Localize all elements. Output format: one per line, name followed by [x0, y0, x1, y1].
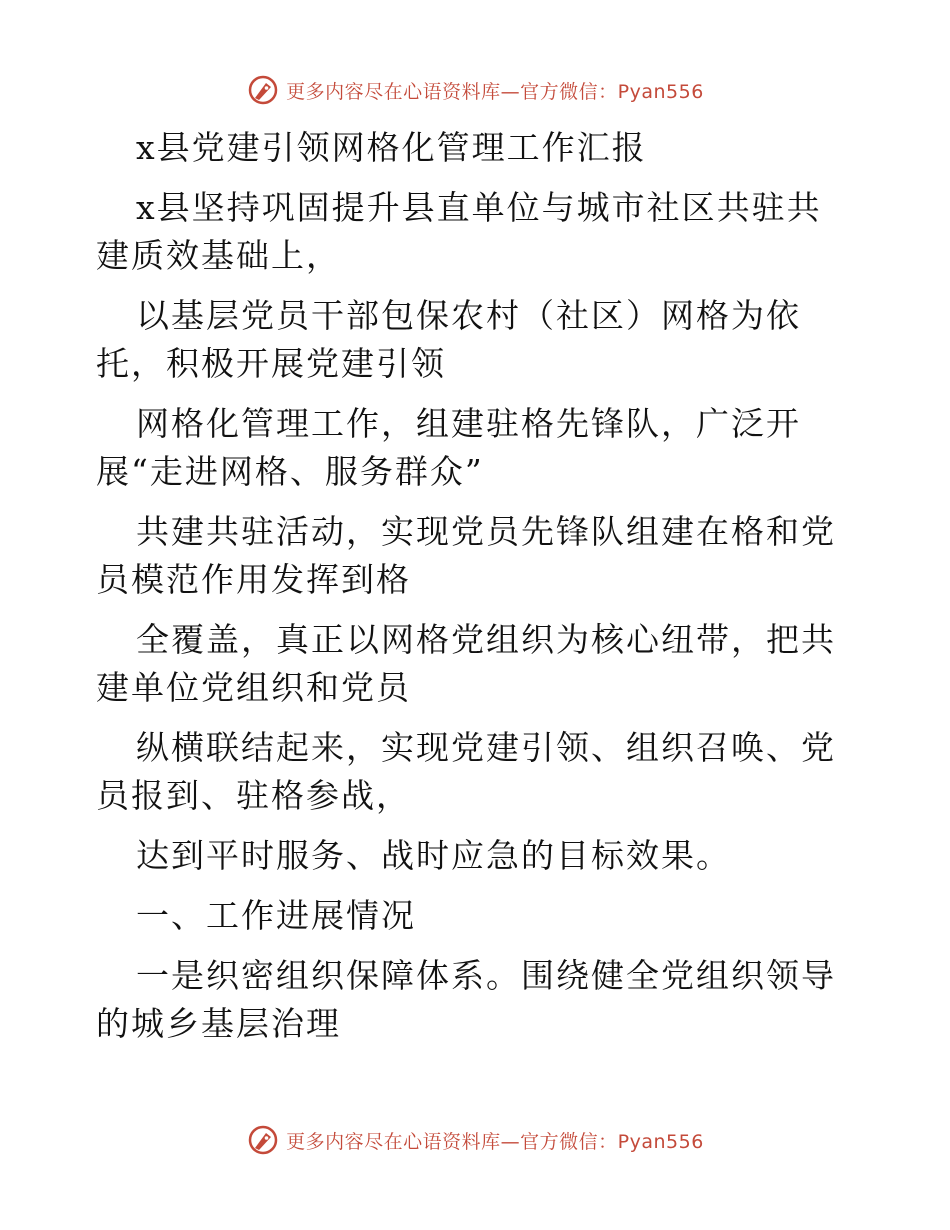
header-watermark: [0, 70, 950, 110]
paragraph: x县坚持巩固提升县直单位与城市社区共驻共建质效基础上，: [96, 188, 822, 275]
pen-nib-logo-icon: [246, 73, 280, 107]
document-title: x县党建引领网格化管理工作汇报: [136, 128, 647, 167]
paragraph: 以基层党员干部包保农村（社区）网格为依托，积极开展党建引领: [96, 296, 801, 383]
paragraph: 全覆盖，真正以网格党组织为核心纽带，把共建单位党组织和党员: [96, 620, 836, 707]
paragraph: 网格化管理工作，组建驻格先锋队，广泛开展“走进网格、服务群众”: [96, 404, 801, 491]
watermark-text: 更多内容尽在心语资料库—官方微信：Pyan556: [286, 80, 704, 103]
paragraph: 达到平时服务、战时应急的目标效果。: [136, 836, 731, 875]
watermark-text: 更多内容尽在心语资料库—官方微信：Pyan556: [286, 1130, 704, 1153]
footer-watermark: [0, 1120, 950, 1160]
paragraph: 纵横联结起来，实现党建引领、组织召唤、党员报到、驻格参战，: [96, 728, 836, 815]
paragraph: 共建共驻活动，实现党员先锋队组建在格和党员模范作用发挥到格: [96, 512, 836, 599]
paragraph: 一是织密组织保障体系。围绕健全党组织领导的城乡基层治理: [96, 956, 836, 1043]
pen-nib-logo-icon: [246, 1123, 280, 1157]
document-body: [96, 124, 856, 1060]
section-heading: 一、工作进展情况: [136, 896, 416, 935]
